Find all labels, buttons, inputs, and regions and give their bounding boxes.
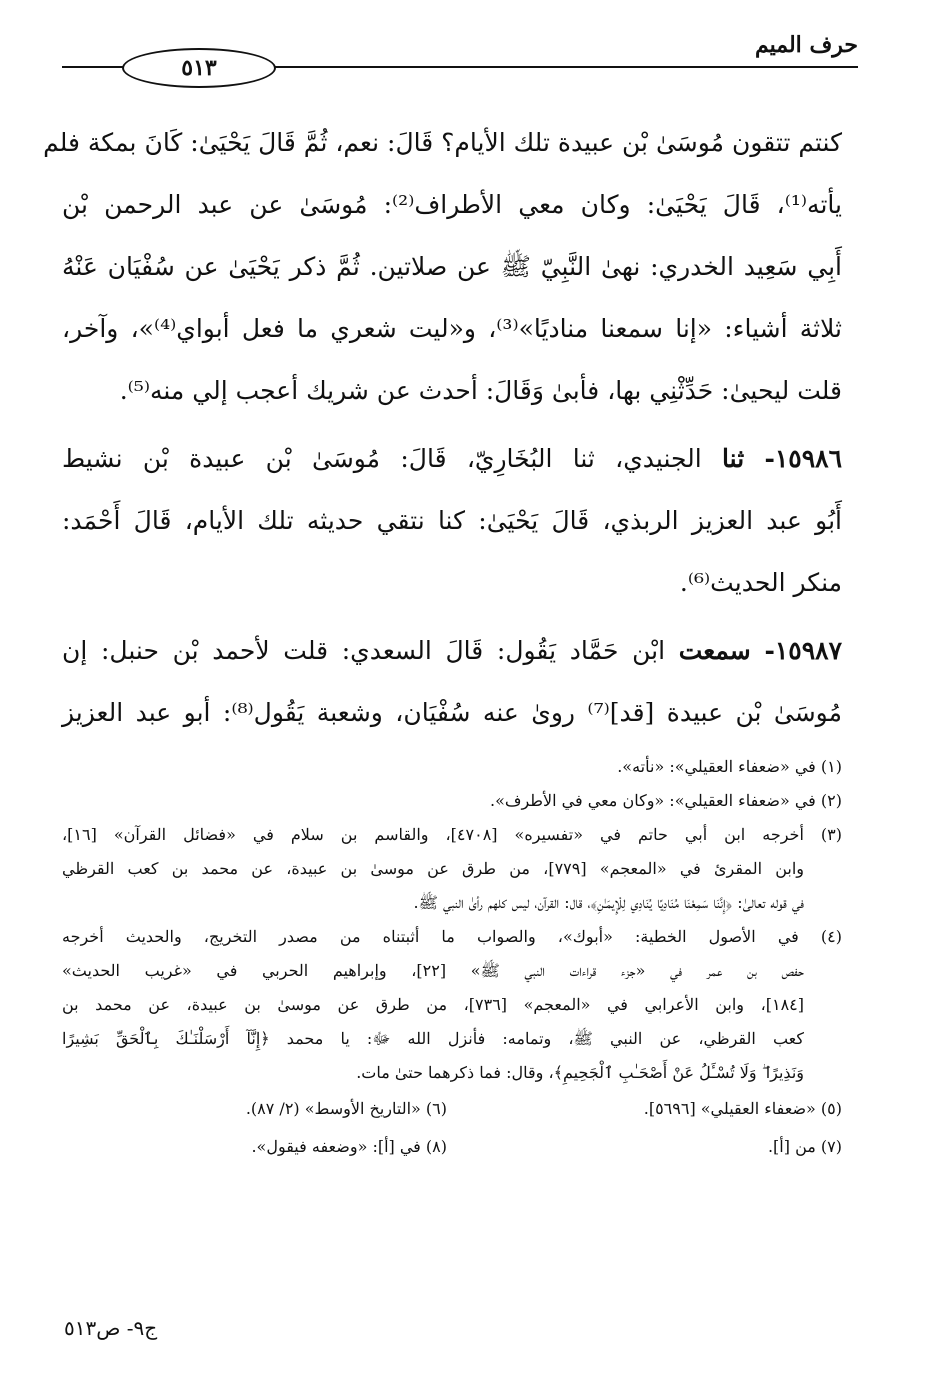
footnote-3: (٣) أخرجه ابن أبي حاتم في «تفسيره» [٤٧٠٨]، والقاسم بن سلام في «فضائل القرآن» [١٦]،	[62, 825, 842, 844]
text-line: منكر الحديث⁽⁶⁾.	[679, 568, 842, 597]
page-header	[62, 30, 858, 80]
footnotes-7-8	[62, 1128, 842, 1166]
footnotes-5-6	[62, 1090, 842, 1128]
footnote-4: (٤) في الأصول الخطية: «أبوك»، والصواب ما أثبتناه من مصدر التخريج، والحديث أخرجه	[62, 927, 842, 946]
main-text	[43, 112, 842, 744]
footnote-1: (١) في «ضعفاء العقيلي»: «نأته».	[617, 757, 842, 776]
text-line: أَبِي سَعِيد الخدري: نهىٰ النَّبِيّ ﷺ عن صلاتين. ثُمَّ ذكر يَحْيَىٰ عن سُفْيَان عَنْهُ	[62, 252, 842, 281]
footnote-8: (٨) في [أ]: «وضعفه فيقول».	[251, 1137, 447, 1156]
chapter-title: حرف الميم	[754, 32, 858, 58]
text-line: يأته⁽¹⁾، قَالَ يَحْيَىٰ: وكان معي الأطراف⁽²⁾: مُوسَىٰ عن عبد الرحمن بْن	[62, 190, 842, 219]
narration-keyword: سمعت	[678, 636, 751, 665]
hadith-15987-line	[62, 620, 842, 682]
page-number-badge: ٥١٣	[122, 48, 276, 88]
volume-page-reference: ج٩- ص٥١٣	[64, 1316, 158, 1340]
hadith-number: ١٥٩٨٧-	[764, 636, 842, 665]
footnote-4-cont: حفص بن عمر في «جزء قراءات النبي ﷺ» [٢٢]، وإبراهيم الحربي في «غريب الحديث»	[62, 961, 805, 980]
footnote-3-cont: وابن المقرئ في «المعجم» [٧٧٩]، من طرق عن موسىٰ بن عبيدة، عن محمد بن كعب القرظي	[62, 859, 805, 878]
hadith-15986-line	[62, 428, 842, 490]
footnotes	[62, 750, 842, 1166]
text-line: قلت ليحيىٰ: حَدِّثْنِي بها، فأبىٰ وَقَالَ: أحدث عن شريك أعجب إلي منه⁽⁵⁾.	[119, 376, 842, 405]
footnote-2: (٢) في «ضعفاء العقيلي»: «وكان معي في الأطرف».	[490, 791, 842, 810]
narration-keyword: ثنا	[722, 444, 745, 473]
text-line: ثلاثة أشياء: «إنا سمعنا مناديًا»⁽³⁾، و«ليت شعري ما فعل أبواي⁽⁴⁾»، وآخر،	[62, 314, 842, 343]
footnote-6: (٦) «التاريخ الأوسط» (٢/ ٨٧).	[245, 1099, 447, 1118]
footnote-7: (٧) من [أ].	[767, 1137, 842, 1156]
footnote-3-cont: في قوله تعالىٰ: ﴿إِنَّنَا سَمِعْنَا مُنَادِيًا يُنَادِي لِلْإِيمَـٰنِ﴾، قال: القرآن، ليس كلهم رأىٰ النبي ﷺ.	[413, 893, 804, 912]
footnote-5: (٥) «ضعفاء العقيلي» [٥٦٩٦].	[643, 1099, 842, 1118]
narration-text: الجنيدي، ثنا البُخَارِيّ، قَالَ: مُوسَىٰ بْن عبيدة بْن نشيط	[62, 444, 702, 473]
hadith-number: ١٥٩٨٦-	[764, 444, 842, 473]
text-line: أَبُو عبد العزيز الربذي، قَالَ يَحْيَىٰ: كنا نتقي حديثه تلك الأيام، قَالَ أَحْمَد:	[62, 506, 842, 535]
footnote-4-cont: كعب القرظي، عن النبي ﷺ، وتمامه: فأنزل الله ﷻ: يا محمد ﴿إِنَّآ أَرْسَلْنَـٰكَ بِٱلْحَقِّ بَشِيرًا	[62, 1029, 804, 1048]
text-line: مُوسَىٰ بْن عبيدة [قد]⁽⁷⁾ روىٰ عنه سُفْيَان، وشعبة يَقُول⁽⁸⁾: أبو عبد العزيز	[62, 698, 842, 727]
narration-text: ابْن حَمَّاد يَقُول: قَالَ السعدي: قلت لأحمد بْن حنبل: إن	[62, 636, 666, 665]
footnote-4-cont: وَنَذِيرًا ۖ وَلَا تُسْـَٔلُ عَنْ أَصْحَـٰبِ ٱلْجَحِيمِ﴾، وقال: فما ذكرهما حتىٰ مات.	[356, 1063, 804, 1082]
text-line: كنتم تتقون مُوسَىٰ بْن عبيدة تلك الأيام؟ قَالَ: نعم، ثُمَّ قَالَ يَحْيَىٰ: كَانَ بمكة فلم	[43, 128, 842, 157]
footnote-4-cont: [١٨٤]، وابن الأعرابي في «المعجم» [٧٣٦]، من طرق عن موسىٰ بن عبيدة، عن محمد بن	[62, 995, 805, 1014]
